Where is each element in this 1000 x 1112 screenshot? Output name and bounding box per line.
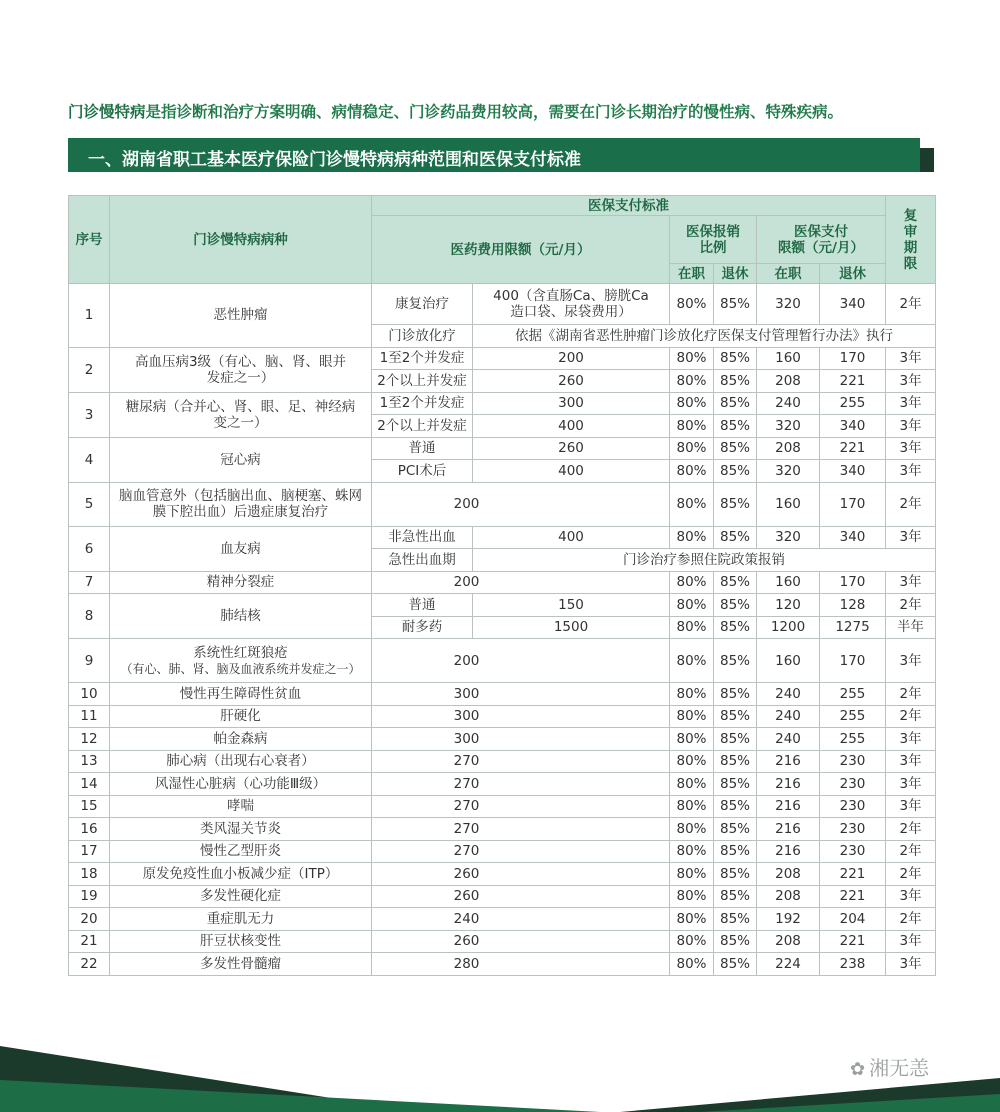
header-cap-retired: 退休: [820, 264, 886, 284]
header-seq: 序号: [69, 196, 110, 284]
row-ratio-retired: 85%: [714, 482, 757, 526]
row-sub: 康复治疗: [372, 284, 473, 325]
row-ratio-active: 80%: [670, 437, 714, 460]
row-disease-line2: （有心、肺、肾、脑及血液系统并发症之一）: [120, 661, 361, 676]
header-disease: 门诊慢特病病种: [110, 196, 372, 284]
row-limit: 300: [372, 705, 670, 728]
row-ratio-retired: 85%: [714, 460, 757, 483]
row-sub: 1至2个并发症: [372, 392, 473, 415]
row-ratio-retired: 85%: [714, 639, 757, 683]
row-limit: 200: [372, 639, 670, 683]
table-row: [69, 863, 936, 886]
row-ratio-active: 80%: [670, 415, 714, 438]
row-sub: 门诊放化疗: [372, 325, 473, 348]
row-no: 20: [69, 908, 110, 931]
row-review: 3年: [886, 795, 936, 818]
row-review: 3年: [886, 526, 936, 549]
row-ratio-active: 80%: [670, 639, 714, 683]
row-ratio-active: 80%: [670, 908, 714, 931]
row-ratio-retired: 85%: [714, 571, 757, 594]
row-cap-retired: 255: [820, 392, 886, 415]
row-ratio-retired: 85%: [714, 370, 757, 393]
row-cap-active: 192: [757, 908, 820, 931]
row-review: 3年: [886, 953, 936, 976]
row-ratio-active: 80%: [670, 571, 714, 594]
row-review: 3年: [886, 750, 936, 773]
row-review: 2年: [886, 908, 936, 931]
row-no: 7: [69, 571, 110, 594]
row-cap-active: 120: [757, 594, 820, 617]
row-review: 半年: [886, 616, 936, 639]
row-limit: 400: [473, 415, 670, 438]
row-disease: 类风湿关节炎: [110, 818, 372, 841]
row-disease: 风湿性心脏病（心功能Ⅲ级）: [110, 773, 372, 796]
header-ratio-retired: 退休: [714, 264, 757, 284]
simple-rows: [69, 683, 936, 976]
row-cap-retired: 255: [820, 728, 886, 751]
row-ratio-active: 80%: [670, 683, 714, 706]
row-cap-active: 208: [757, 930, 820, 953]
row-ratio-active: 80%: [670, 773, 714, 796]
row-cap-retired: 1275: [820, 616, 886, 639]
row-no: 8: [69, 594, 110, 639]
row-no: 17: [69, 840, 110, 863]
row-no: 19: [69, 885, 110, 908]
row-review: 3年: [886, 415, 936, 438]
row-limit: 260: [372, 930, 670, 953]
row-ratio-retired: 85%: [714, 705, 757, 728]
row-ratio-active: 80%: [670, 347, 714, 370]
row-disease: 血友病: [110, 526, 372, 571]
table-row: [69, 526, 936, 549]
row-cap-retired: 221: [820, 437, 886, 460]
row-ratio-retired: 85%: [714, 392, 757, 415]
row-review: 2年: [886, 482, 936, 526]
table-row: [69, 392, 936, 415]
row-no: 6: [69, 526, 110, 571]
row-cap-retired: 170: [820, 347, 886, 370]
table-row: [69, 728, 936, 751]
row-cap-active: 216: [757, 795, 820, 818]
wechat-icon: ✿: [850, 1059, 866, 1080]
header-cap: 医保支付 限额（元/月）: [757, 216, 886, 264]
row-review: 3年: [886, 571, 936, 594]
row-limit: 400: [473, 526, 670, 549]
row-ratio-active: 80%: [670, 750, 714, 773]
row-review: 3年: [886, 930, 936, 953]
row-cap-retired: 170: [820, 571, 886, 594]
row-no: 15: [69, 795, 110, 818]
row-ratio-active: 80%: [670, 392, 714, 415]
row-ratio-retired: 85%: [714, 840, 757, 863]
row-ratio-retired: 85%: [714, 885, 757, 908]
row-review: 2年: [886, 818, 936, 841]
row-limit: 280: [372, 953, 670, 976]
row-cap-active: 240: [757, 683, 820, 706]
row-cap-retired: 238: [820, 953, 886, 976]
row-no: 16: [69, 818, 110, 841]
row-review: 2年: [886, 594, 936, 617]
row-disease: 肺结核: [110, 594, 372, 639]
row-ratio-active: 80%: [670, 818, 714, 841]
row-cap-active: 216: [757, 750, 820, 773]
row-cap-retired: 340: [820, 284, 886, 325]
row-cap-active: 240: [757, 728, 820, 751]
row-disease: 脑血管意外（包括脑出血、脑梗塞、蛛网膜下腔出血）后遗症康复治疗: [110, 482, 372, 526]
header-standard: 医保支付标准: [372, 196, 886, 216]
row-cap-active: 320: [757, 284, 820, 325]
table-row: [69, 795, 936, 818]
row-review: 2年: [886, 705, 936, 728]
row-limit: 240: [372, 908, 670, 931]
row-review: 3年: [886, 460, 936, 483]
table-row: [69, 594, 936, 617]
section-title: 一、湖南省职工基本医疗保险门诊慢特病病种范围和医保支付标准: [88, 150, 581, 170]
row-limit: 270: [372, 750, 670, 773]
row-disease: 慢性乙型肝炎: [110, 840, 372, 863]
intro-paragraph: [68, 100, 968, 122]
row-cap-active: 160: [757, 571, 820, 594]
row-ratio-active: 80%: [670, 953, 714, 976]
row-cap-retired: 230: [820, 795, 886, 818]
row-ratio-retired: 85%: [714, 863, 757, 886]
row-disease: 精神分裂症: [110, 571, 372, 594]
table-row: [69, 773, 936, 796]
row-review: 3年: [886, 347, 936, 370]
row-ratio-retired: 85%: [714, 953, 757, 976]
row-disease: [110, 639, 372, 683]
row-ratio-retired: 85%: [714, 284, 757, 325]
table-row: [69, 639, 936, 683]
row-review: 3年: [886, 639, 936, 683]
row-disease: 重症肌无力: [110, 908, 372, 931]
header-review: 复审 期限: [886, 196, 936, 284]
row-cap-active: 1200: [757, 616, 820, 639]
row-limit: 200: [473, 347, 670, 370]
row-cap-active: 160: [757, 482, 820, 526]
row-ratio-active: 80%: [670, 370, 714, 393]
row-cap-active: 224: [757, 953, 820, 976]
row-review: 3年: [886, 773, 936, 796]
row-ratio-retired: 85%: [714, 818, 757, 841]
table-row: [69, 908, 936, 931]
row-disease: 慢性再生障碍性贫血: [110, 683, 372, 706]
table-row: [69, 683, 936, 706]
row-no: 21: [69, 930, 110, 953]
table-row: [69, 482, 936, 526]
row-ratio-retired: 85%: [714, 773, 757, 796]
table-row: [69, 930, 936, 953]
row-ratio-retired: 85%: [714, 594, 757, 617]
row-no: 9: [69, 639, 110, 683]
row-cap-active: 208: [757, 863, 820, 886]
row-cap-active: 320: [757, 460, 820, 483]
table-row: [69, 705, 936, 728]
row-review: 2年: [886, 284, 936, 325]
row-cap-retired: 340: [820, 526, 886, 549]
row-cap-retired: 221: [820, 930, 886, 953]
row-limit: 400（含直肠Ca、膀胱Ca造口袋、尿袋费用）: [473, 284, 670, 325]
row-no: 3: [69, 392, 110, 437]
row-ratio-retired: 85%: [714, 526, 757, 549]
row-cap-retired: 128: [820, 594, 886, 617]
row-sub: 普通: [372, 437, 473, 460]
table-row: [69, 571, 936, 594]
row-ratio-active: 80%: [670, 594, 714, 617]
row-limit: 1500: [473, 616, 670, 639]
row-sub: 普通: [372, 594, 473, 617]
row-cap-retired: 204: [820, 908, 886, 931]
row-ratio-retired: 85%: [714, 437, 757, 460]
table-row: [69, 840, 936, 863]
row-review: 3年: [886, 392, 936, 415]
row-ratio-active: 80%: [670, 526, 714, 549]
row-cap-active: 216: [757, 773, 820, 796]
row-cap-retired: 221: [820, 863, 886, 886]
row-cap-active: 208: [757, 437, 820, 460]
row-limit: 260: [473, 370, 670, 393]
row-sub: 2个以上并发症: [372, 370, 473, 393]
row-no: 10: [69, 683, 110, 706]
row-cap-retired: 170: [820, 482, 886, 526]
row-limit: 300: [372, 728, 670, 751]
intro-text: 是指诊断和治疗方案明确、病情稳定、门诊药品费用较高，需要在门诊长期治疗的慢性病、特殊疾病。: [145, 103, 844, 121]
row-cap-retired: 221: [820, 885, 886, 908]
row-ratio-retired: 85%: [714, 616, 757, 639]
watermark: [850, 1052, 929, 1081]
row-no: 14: [69, 773, 110, 796]
header-ratio: 医保报销 比例: [670, 216, 757, 264]
row-cap-retired: 221: [820, 370, 886, 393]
row-cap-active: 208: [757, 370, 820, 393]
table-row: [69, 885, 936, 908]
row-limit: 150: [473, 594, 670, 617]
row-no: 11: [69, 705, 110, 728]
row-cap-active: 160: [757, 347, 820, 370]
row-ratio-active: 80%: [670, 728, 714, 751]
row-disease-line1: 系统性红斑狼疮: [193, 644, 288, 661]
row-cap-retired: 255: [820, 705, 886, 728]
row-cap-retired: 230: [820, 818, 886, 841]
row-cap-active: 240: [757, 705, 820, 728]
row-ratio-active: 80%: [670, 795, 714, 818]
row-no: 4: [69, 437, 110, 482]
row-disease: 哮喘: [110, 795, 372, 818]
row-review: 3年: [886, 885, 936, 908]
row-disease: 糖尿病（合并心、肾、眼、足、神经病变之一）: [110, 392, 372, 437]
row-disease: 肺心病（出现右心衰者）: [110, 750, 372, 773]
row-no: 13: [69, 750, 110, 773]
row-ratio-retired: 85%: [714, 728, 757, 751]
row-review: 2年: [886, 840, 936, 863]
row-sub: PCI术后: [372, 460, 473, 483]
row-cap-retired: 230: [820, 840, 886, 863]
row-ratio-retired: 85%: [714, 415, 757, 438]
row-limit: 270: [372, 795, 670, 818]
intro-lead: 门诊慢特病: [68, 103, 146, 121]
row-sub: 耐多药: [372, 616, 473, 639]
row-disease: 原发免疫性血小板减少症（ITP）: [110, 863, 372, 886]
row-ratio-active: 80%: [670, 885, 714, 908]
row-ratio-active: 80%: [670, 840, 714, 863]
row-ratio-retired: 85%: [714, 908, 757, 931]
row-cap-retired: 230: [820, 773, 886, 796]
row-ratio-retired: 85%: [714, 347, 757, 370]
row-no: 18: [69, 863, 110, 886]
row-ratio-retired: 85%: [714, 750, 757, 773]
row-cap-retired: 230: [820, 750, 886, 773]
row-cap-active: 240: [757, 392, 820, 415]
row-cap-active: 160: [757, 639, 820, 683]
row-ratio-retired: 85%: [714, 930, 757, 953]
row-no: 2: [69, 347, 110, 392]
row-no: 1: [69, 284, 110, 348]
row-limit: 200: [372, 482, 670, 526]
row-cap-retired: 340: [820, 460, 886, 483]
row-limit: 300: [372, 683, 670, 706]
row-review: 2年: [886, 863, 936, 886]
row-review: 3年: [886, 437, 936, 460]
row-no: 22: [69, 953, 110, 976]
row-limit: 260: [473, 437, 670, 460]
table-row: [69, 347, 936, 370]
table-row: [69, 284, 936, 325]
row-cap-retired: 340: [820, 415, 886, 438]
row-ratio-active: 80%: [670, 460, 714, 483]
row-disease: 高血压病3级（有心、脑、肾、眼并发症之一）: [110, 347, 372, 392]
row-no: 5: [69, 482, 110, 526]
row-limit: 270: [372, 818, 670, 841]
row-ratio-active: 80%: [670, 482, 714, 526]
row-sub: 非急性出血: [372, 526, 473, 549]
row-limit: 260: [372, 863, 670, 886]
row-sub: 2个以上并发症: [372, 415, 473, 438]
row-disease: 肝豆状核变性: [110, 930, 372, 953]
row-limit: 300: [473, 392, 670, 415]
coverage-table: [68, 195, 936, 976]
row-ratio-retired: 85%: [714, 683, 757, 706]
row-limit: 200: [372, 571, 670, 594]
row-ratio-active: 80%: [670, 863, 714, 886]
row-limit: 400: [473, 460, 670, 483]
row-cap-active: 216: [757, 818, 820, 841]
watermark-text: 湘无恙: [869, 1056, 930, 1080]
header-limit: 医药费用限额（元/月）: [372, 216, 670, 284]
row-cap-retired: 255: [820, 683, 886, 706]
row-disease: 冠心病: [110, 437, 372, 482]
row-cap-retired: 170: [820, 639, 886, 683]
row-disease: 多发性骨髓瘤: [110, 953, 372, 976]
row-ratio-active: 80%: [670, 705, 714, 728]
row-no: 12: [69, 728, 110, 751]
row-ratio-active: 80%: [670, 284, 714, 325]
row-sub: 1至2个并发症: [372, 347, 473, 370]
row-disease: 肝硬化: [110, 705, 372, 728]
table-row: [69, 437, 936, 460]
row-cap-active: 320: [757, 526, 820, 549]
row-sub: 急性出血期: [372, 549, 473, 572]
row-review: 3年: [886, 728, 936, 751]
row-limit: 270: [372, 840, 670, 863]
header-cap-active: 在职: [757, 264, 820, 284]
table-row: [69, 750, 936, 773]
row-cap-active: 320: [757, 415, 820, 438]
row-note: 门诊治疗参照住院政策报销: [473, 549, 936, 572]
row-disease: 帕金森病: [110, 728, 372, 751]
row-ratio-active: 80%: [670, 930, 714, 953]
row-disease: 恶性肿瘤: [110, 284, 372, 348]
header-ratio-active: 在职: [670, 264, 714, 284]
row-ratio-active: 80%: [670, 616, 714, 639]
row-note: 依据《湖南省恶性肿瘤门诊放化疗医保支付管理暂行办法》执行: [473, 325, 936, 348]
row-review: 2年: [886, 683, 936, 706]
table-row: [69, 818, 936, 841]
row-cap-active: 208: [757, 885, 820, 908]
row-disease: 多发性硬化症: [110, 885, 372, 908]
table-row: [69, 953, 936, 976]
row-review: 3年: [886, 370, 936, 393]
row-ratio-retired: 85%: [714, 795, 757, 818]
row-limit: 260: [372, 885, 670, 908]
row-limit: 270: [372, 773, 670, 796]
row-cap-active: 216: [757, 840, 820, 863]
